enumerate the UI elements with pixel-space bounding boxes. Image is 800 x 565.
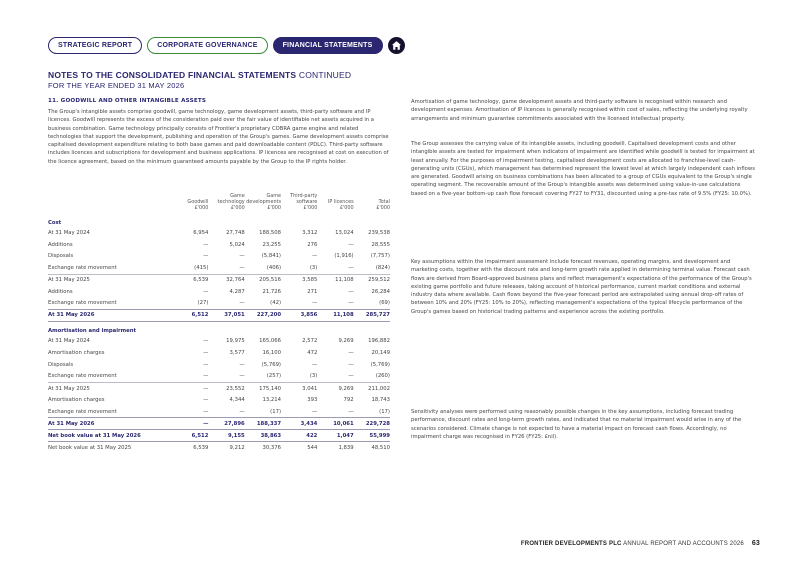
table-row bbox=[48, 383, 390, 395]
page-footer bbox=[521, 540, 760, 547]
cell-value: 4,287 bbox=[229, 288, 245, 295]
cell-value: — bbox=[312, 253, 318, 260]
cell-value: 3,434 bbox=[281, 418, 317, 430]
table-row bbox=[48, 298, 390, 310]
cell-value: — bbox=[239, 300, 245, 307]
cell-value: 18,743 bbox=[371, 397, 390, 404]
table-row bbox=[48, 239, 390, 251]
table-section-heading bbox=[48, 321, 390, 335]
section-heading-label: Amortisation and impairment bbox=[48, 328, 137, 335]
cell-value: — bbox=[203, 253, 209, 260]
cell-value: 9,212 bbox=[208, 442, 244, 454]
table-row bbox=[48, 406, 390, 418]
cell-value: — bbox=[312, 361, 318, 368]
cell-value: 9,155 bbox=[208, 430, 244, 442]
tab-strategic-report[interactable]: STRATEGIC REPORT bbox=[48, 37, 142, 54]
cell-value: — bbox=[172, 418, 208, 430]
footer-report: ANNUAL REPORT AND ACCOUNTS 2026 bbox=[623, 541, 744, 547]
cell-value: 227,200 bbox=[245, 310, 281, 322]
cell-value: 188,508 bbox=[259, 229, 282, 236]
cell-value: 6,539 bbox=[172, 274, 208, 286]
cell-value: — bbox=[239, 361, 245, 368]
tab-corporate-governance[interactable]: CORPORATE GOVERNANCE bbox=[147, 37, 267, 54]
cell-value: 544 bbox=[281, 442, 317, 454]
cell-value: — bbox=[203, 338, 209, 345]
table-header-blank bbox=[48, 188, 172, 213]
cell-value: — bbox=[312, 300, 318, 307]
cell-value: 196,882 bbox=[368, 338, 390, 345]
cell-value: 211,002 bbox=[354, 383, 390, 395]
column-header-name: Total bbox=[378, 199, 390, 205]
cell-value: 21,726 bbox=[262, 288, 282, 295]
intangibles-table bbox=[48, 188, 390, 453]
row-label: Additions bbox=[48, 288, 73, 295]
cell-value: 48,510 bbox=[354, 442, 390, 454]
cell-value: 26,284 bbox=[371, 288, 390, 295]
cell-value: — bbox=[348, 300, 354, 307]
cell-value: 3,577 bbox=[229, 350, 245, 357]
cell-value: — bbox=[239, 253, 245, 260]
cell-value: 19,975 bbox=[226, 338, 245, 345]
cell-value: — bbox=[203, 408, 209, 415]
row-label: At 31 May 2024 bbox=[48, 338, 90, 345]
cell-value: 5,024 bbox=[229, 241, 245, 248]
cell-value: (3) bbox=[309, 265, 318, 272]
page-number: 63 bbox=[751, 540, 760, 547]
right-paragraph: Sensitivity analyses were performed using reasonably possible changes in the key assumptions, including forecast trading performance, discount rates and long-term growth rates, and indicated that no material impairment would arise in any of the scenarios considered. Climate change is not expected to have a material impact on forecast cash flows. Accordingly, no impairment charge was recognised in FY26 (FY25: £nil). bbox=[411, 409, 742, 440]
row-label: Disposals bbox=[48, 361, 74, 368]
cell-value: 13,024 bbox=[335, 229, 354, 236]
footer-company: FRONTIER DEVELOPMENTS PLC bbox=[520, 541, 622, 547]
cell-value: 6,512 bbox=[172, 430, 208, 442]
table-total-row bbox=[48, 418, 390, 430]
cell-value: 6,512 bbox=[172, 310, 208, 322]
home-button[interactable] bbox=[388, 37, 405, 54]
cell-value: 10,061 bbox=[317, 418, 353, 430]
cell-value: 2,572 bbox=[302, 338, 318, 345]
column-header bbox=[354, 188, 390, 213]
cell-value: (406) bbox=[266, 265, 282, 272]
column-header-unit: £'000 bbox=[267, 205, 282, 211]
cell-value: 4,344 bbox=[229, 397, 245, 404]
cell-value: 205,516 bbox=[245, 274, 281, 286]
cell-value: 472 bbox=[307, 350, 318, 357]
cell-value: 9,269 bbox=[338, 338, 354, 345]
table-row bbox=[48, 394, 390, 406]
page-subtitle: FOR THE YEAR ENDED 31 MAY 2026 bbox=[48, 81, 185, 90]
cell-value: — bbox=[348, 361, 354, 368]
cell-value: (42) bbox=[270, 300, 282, 307]
section-nav bbox=[48, 37, 405, 54]
table-row bbox=[48, 371, 390, 383]
cell-value: 13,214 bbox=[262, 397, 282, 404]
cell-value: — bbox=[348, 350, 354, 357]
cell-value: 37,051 bbox=[208, 310, 244, 322]
note-title: 11. GOODWILL AND OTHER INTANGIBLE ASSETS bbox=[48, 98, 207, 104]
cell-value: 393 bbox=[307, 397, 318, 404]
row-label: At 31 May 2024 bbox=[48, 229, 90, 236]
cell-value: 27,896 bbox=[208, 418, 244, 430]
cell-value: — bbox=[312, 408, 318, 415]
right-paragraph: Key assumptions within the impairment assessment include forecast revenues, operating margins, and development and marketing costs, together with the discount rate and long-term growth rate applied in determining terminal value. Forecast cash flows are derived from Board-approved business plans and reflect management's expectations of the performance of the Group's existing game portfolio and future releases, taking account of historical performance, current market conditions and external industry data where available. Cash flows beyond the five-year forecast period are extrapolated using annual drop-off rates of between 10% and 20% (FY25: 10% to 20%), reflecting management's expectations of the typical lifecycle performance of the Group's games based on historical trading patterns and experience across the existing portfolio. bbox=[411, 259, 752, 315]
table-row bbox=[48, 286, 390, 298]
cell-value: (3) bbox=[309, 373, 318, 380]
cell-value: 3,312 bbox=[302, 229, 318, 236]
cell-value: 229,728 bbox=[354, 418, 390, 430]
cell-value: (17) bbox=[270, 408, 282, 415]
cell-value: (5,769) bbox=[370, 361, 390, 368]
table-total-row bbox=[48, 310, 390, 322]
table-row bbox=[48, 335, 390, 347]
cell-value: — bbox=[203, 373, 209, 380]
column-header bbox=[208, 188, 244, 213]
cell-value: 32,764 bbox=[208, 274, 244, 286]
row-label: At 31 May 2026 bbox=[48, 418, 172, 430]
cell-value: — bbox=[348, 373, 354, 380]
cell-value: 175,140 bbox=[245, 383, 281, 395]
cell-value: 28,555 bbox=[371, 241, 390, 248]
column-header bbox=[172, 188, 208, 213]
cell-value: (5,841) bbox=[261, 253, 282, 260]
column-header-unit: £'000 bbox=[376, 205, 390, 211]
cell-value: — bbox=[203, 397, 209, 404]
cell-value: — bbox=[348, 408, 354, 415]
row-label: Amortisation charges bbox=[48, 397, 105, 404]
table-row bbox=[48, 359, 390, 371]
column-header bbox=[281, 188, 317, 213]
row-label: Amortisation charges bbox=[48, 350, 105, 357]
cell-value: — bbox=[203, 350, 209, 357]
note-intro: The Group's intangible assets comprise goodwill, game technology, game development assets, third-party software and IP licences. Goodwill represents the excess of the consideration paid over the fair value of identifiable net assets acquired in a business combination. Game technology principally consists of Frontier's proprietary COBRA game engine and related technologies that support the development, publishing and operation of the Group's games. Game development assets comprise capitalised development expenditure relating to both base games and paid downloadable content (PDLC). Third-party software includes licences and subscriptions for development and business applications. IP licences are recognised at cost on execution of the licence agreement, based on the minimum guaranteed amounts payable by the Group to the IP rights holder. bbox=[48, 109, 389, 165]
cell-value: 792 bbox=[343, 397, 354, 404]
row-label: Additions bbox=[48, 241, 73, 248]
cell-value: 20,149 bbox=[371, 350, 390, 357]
cell-value: (260) bbox=[375, 373, 390, 380]
table-row bbox=[48, 347, 390, 359]
cell-value: 55,999 bbox=[354, 430, 390, 442]
cell-value: (69) bbox=[379, 300, 390, 307]
cell-value: 1,047 bbox=[317, 430, 353, 442]
table-row bbox=[48, 274, 390, 286]
cell-value: 16,100 bbox=[262, 350, 282, 357]
cell-value: 3,856 bbox=[281, 310, 317, 322]
row-label: At 31 May 2025 bbox=[48, 274, 172, 286]
cell-value: — bbox=[239, 373, 245, 380]
cell-value: 11,108 bbox=[317, 274, 353, 286]
cell-value: 271 bbox=[307, 288, 318, 295]
right-paragraph: Amortisation of game technology, game development assets and third-party software is recognised within research and development expenses. Amortisation of IP licences is generally recognised within cost of sales, reflecting the underlying royalty arrangements and minimum guarantee commitments associated with the licensed intellectual property. bbox=[411, 99, 748, 122]
cell-value: 239,538 bbox=[368, 229, 390, 236]
cell-value: (27) bbox=[197, 300, 209, 307]
column-header-unit: £'000 bbox=[194, 205, 209, 211]
table-row bbox=[48, 251, 390, 263]
cell-value: 6,954 bbox=[193, 229, 209, 236]
cell-value: — bbox=[348, 241, 354, 248]
home-icon bbox=[391, 40, 402, 51]
cell-value: (1,916) bbox=[334, 253, 354, 260]
cell-value: (7,757) bbox=[370, 253, 390, 260]
table-row bbox=[48, 227, 390, 239]
column-header bbox=[317, 188, 353, 213]
cell-value: — bbox=[239, 265, 245, 272]
table-section-heading bbox=[48, 213, 390, 227]
cell-value: (17) bbox=[379, 408, 390, 415]
cell-value: 259,512 bbox=[354, 274, 390, 286]
row-label: Net book value at 31 May 2026 bbox=[48, 430, 172, 442]
column-header-unit: £'000 bbox=[303, 205, 318, 211]
cell-value: (257) bbox=[266, 373, 282, 380]
row-label: Net book value at 31 May 2025 bbox=[48, 442, 172, 454]
cell-value: (415) bbox=[194, 265, 209, 272]
row-label: At 31 May 2025 bbox=[48, 383, 172, 395]
cell-value: 422 bbox=[281, 430, 317, 442]
cell-value: — bbox=[239, 408, 245, 415]
cell-value: 38,863 bbox=[245, 430, 281, 442]
cell-value: — bbox=[203, 241, 209, 248]
cell-value: — bbox=[172, 383, 208, 395]
column-header-name: Game developments bbox=[246, 193, 282, 205]
row-label: Exchange rate movement bbox=[48, 265, 117, 272]
row-label: At 31 May 2026 bbox=[48, 310, 172, 322]
cell-value: 27,748 bbox=[226, 229, 245, 236]
table-row bbox=[48, 442, 390, 454]
cell-value: 23,255 bbox=[262, 241, 282, 248]
page-title-text: NOTES TO THE CONSOLIDATED FINANCIAL STATEMENTS bbox=[48, 70, 297, 80]
row-label: Exchange rate movement bbox=[48, 408, 117, 415]
cell-value: — bbox=[203, 288, 209, 295]
tab-financial-statements[interactable]: FINANCIAL STATEMENTS bbox=[273, 37, 383, 54]
column-header-name: Goodwill bbox=[187, 199, 209, 205]
cell-value: (5,769) bbox=[261, 361, 282, 368]
table-total-row bbox=[48, 430, 390, 442]
cell-value: (824) bbox=[375, 265, 390, 272]
cell-value: 285,727 bbox=[354, 310, 390, 322]
row-label: Exchange rate movement bbox=[48, 300, 117, 307]
cell-value: — bbox=[348, 265, 354, 272]
cell-value: 11,108 bbox=[317, 310, 353, 322]
table-row bbox=[48, 262, 390, 274]
page-title bbox=[48, 70, 351, 80]
cell-value: 6,539 bbox=[172, 442, 208, 454]
column-header-name: IP licences bbox=[327, 199, 354, 205]
page-title-continued: CONTINUED bbox=[298, 70, 352, 80]
cell-value: 165,066 bbox=[259, 338, 282, 345]
cell-value: 1,839 bbox=[317, 442, 353, 454]
cell-value: 9,269 bbox=[317, 383, 353, 395]
column-header-name: Game technology bbox=[217, 193, 245, 205]
cell-value: — bbox=[348, 288, 354, 295]
cell-value: 188,337 bbox=[245, 418, 281, 430]
column-header-unit: £'000 bbox=[230, 205, 245, 211]
section-heading-label: Cost bbox=[48, 220, 62, 226]
right-paragraph: The Group assesses the carrying value of its intangible assets, including goodwill. Capitalised development costs and other intangible assets are tested for impairment when indicators of impairment are identified while goodwill is tested for impairment at least annually. For the purposes of impairment testing, capitalised development costs are allocated to franchise-level cash-generating units (CGUs), which management has determined represent the lowest level at which largely independent cash inflows are generated. Goodwill arising on business combinations has been allocated to a group of CGUs equivalent to the Group's single operating segment. The recoverable amount of the Group's intangible assets was determined using value-in-use calculations based on a five-year bottom-up cash flow forecast covering FY27 to FY31, discounted using a pre-tax rate of 9.5% (FY25: 10.0%). bbox=[411, 141, 755, 197]
cell-value: 30,376 bbox=[245, 442, 281, 454]
table-header-row bbox=[48, 188, 390, 213]
cell-value: 3,041 bbox=[281, 383, 317, 395]
cell-value: 276 bbox=[307, 241, 318, 248]
column-header-unit: £'000 bbox=[339, 205, 354, 211]
column-header bbox=[245, 188, 281, 213]
row-label: Disposals bbox=[48, 253, 74, 260]
column-header-name: Third-party software bbox=[290, 193, 318, 205]
row-label: Exchange rate movement bbox=[48, 373, 117, 380]
cell-value: — bbox=[203, 361, 209, 368]
cell-value: 3,585 bbox=[281, 274, 317, 286]
cell-value: 23,552 bbox=[208, 383, 244, 395]
